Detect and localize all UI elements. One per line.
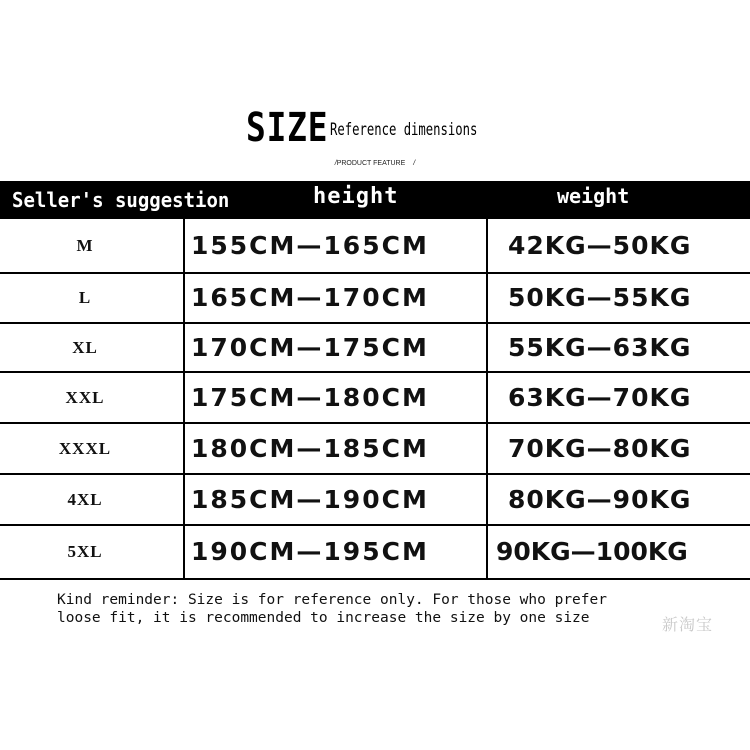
table-row: [0, 274, 750, 324]
title-block: [0, 105, 750, 155]
size-cell: M: [76, 236, 94, 255]
slash-left: /: [334, 160, 337, 167]
page-subtitle: Reference dimensions: [330, 120, 478, 140]
size-table: [0, 219, 750, 580]
weight-cell: 63KG—70KG: [508, 383, 692, 412]
reminder-line-1: Kind reminder: Size is for reference only. For those who prefer: [57, 592, 607, 608]
table-row: [0, 526, 750, 580]
size-cell: XXXL: [58, 439, 112, 458]
height-cell: 165CM—170CM: [191, 283, 429, 312]
size-cell: XXL: [65, 388, 105, 407]
header-suggestion: Seller's suggestion: [12, 188, 230, 212]
weight-cell: 70KG—80KG: [508, 434, 692, 463]
height-cell: 155CM—165CM: [191, 231, 429, 260]
product-feature-caption: [0, 160, 750, 167]
table-row: [0, 219, 750, 274]
column-divider-1: [183, 219, 185, 580]
watermark: 新淘宝: [662, 615, 714, 634]
reminder-line-2: loose fit, it is recommended to increase the size by one size: [57, 610, 590, 626]
weight-cell: 42KG—50KG: [508, 231, 692, 260]
page-title: SIZE: [246, 105, 329, 151]
weight-cell: 50KG—55KG: [508, 283, 692, 312]
height-cell: 185CM—190CM: [191, 485, 429, 514]
table-row: [0, 424, 750, 475]
weight-cell: 90KG—100KG: [496, 537, 688, 566]
height-cell: 180CM—185CM: [191, 434, 429, 463]
table-row: [0, 373, 750, 424]
header-weight: weight: [557, 184, 630, 208]
size-cell: 4XL: [67, 490, 103, 509]
product-feature-label: PRODUCT FEATURE: [336, 160, 406, 167]
slash-right: /: [413, 160, 416, 167]
height-cell: 170CM—175CM: [191, 333, 429, 362]
table-header: [0, 181, 750, 219]
table-row: [0, 324, 750, 373]
size-cell: L: [78, 288, 92, 307]
column-divider-2: [486, 219, 488, 580]
size-cell: 5XL: [67, 542, 103, 561]
height-cell: 175CM—180CM: [191, 383, 429, 412]
kind-reminder: [57, 591, 607, 627]
weight-cell: 55KG—63KG: [508, 333, 692, 362]
table-row: [0, 475, 750, 526]
header-height: height: [313, 184, 399, 209]
size-cell: XL: [72, 338, 98, 357]
weight-cell: 80KG—90KG: [508, 485, 692, 514]
height-cell: 190CM—195CM: [191, 537, 429, 566]
